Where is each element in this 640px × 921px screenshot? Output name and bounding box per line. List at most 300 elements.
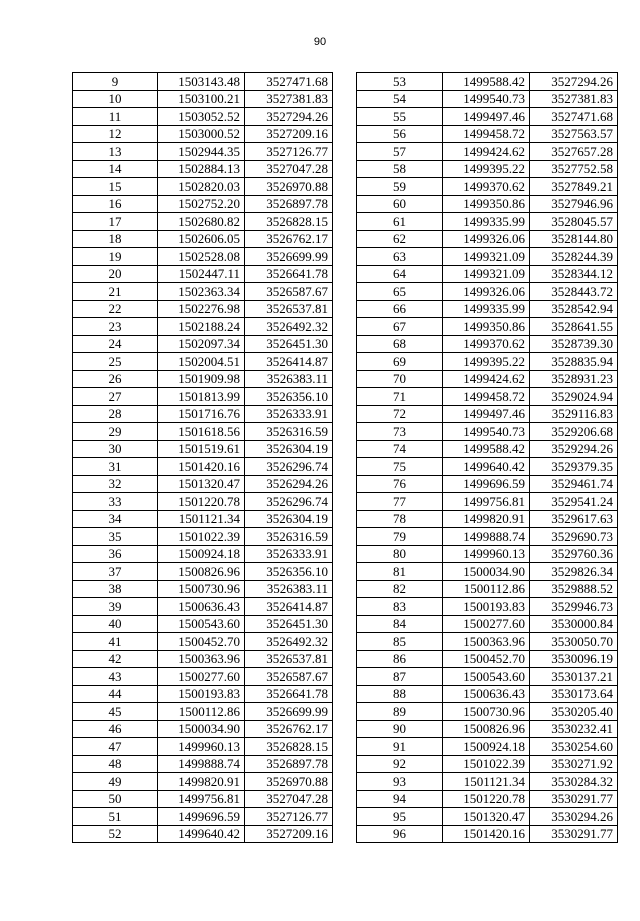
x-coordinate-cell: 1502820.03 (158, 178, 245, 196)
table-row (73, 195, 333, 213)
x-coordinate-cell: 1499756.81 (158, 790, 245, 808)
table-row (73, 755, 333, 773)
x-coordinate-cell: 1500636.43 (158, 598, 245, 616)
table-row (357, 703, 618, 721)
x-coordinate-cell: 1500193.83 (443, 598, 530, 616)
table-row (73, 423, 333, 441)
point-number-cell: 89 (357, 703, 443, 721)
x-coordinate-cell: 1499335.99 (443, 300, 530, 318)
y-coordinate-cell: 3526333.91 (245, 405, 333, 423)
x-coordinate-cell: 1501121.34 (158, 510, 245, 528)
x-coordinate-cell: 1500826.96 (443, 720, 530, 738)
y-coordinate-cell: 3526762.17 (245, 720, 333, 738)
point-number-cell: 72 (357, 405, 443, 423)
point-number-cell: 46 (73, 720, 158, 738)
point-number-cell: 52 (73, 825, 158, 843)
x-coordinate-cell: 1499540.73 (443, 423, 530, 441)
point-number-cell: 73 (357, 423, 443, 441)
x-coordinate-cell: 1499424.62 (443, 143, 530, 161)
point-number-cell: 34 (73, 510, 158, 528)
x-coordinate-cell: 1499640.42 (158, 825, 245, 843)
table-row (73, 160, 333, 178)
x-coordinate-cell: 1502363.34 (158, 283, 245, 301)
point-number-cell: 90 (357, 720, 443, 738)
x-coordinate-cell: 1499888.74 (443, 528, 530, 546)
point-number-cell: 64 (357, 265, 443, 283)
table-row (357, 598, 618, 616)
y-coordinate-cell: 3527471.68 (530, 108, 618, 126)
table-row (357, 143, 618, 161)
x-coordinate-cell: 1501519.61 (158, 440, 245, 458)
y-coordinate-cell: 3530294.26 (530, 808, 618, 826)
table-row (73, 790, 333, 808)
point-number-cell: 47 (73, 738, 158, 756)
x-coordinate-cell: 1499326.06 (443, 230, 530, 248)
point-number-cell: 75 (357, 458, 443, 476)
table-row (357, 773, 618, 791)
point-number-cell: 69 (357, 353, 443, 371)
point-number-cell: 59 (357, 178, 443, 196)
x-coordinate-cell: 1499756.81 (443, 493, 530, 511)
x-coordinate-cell: 1499588.42 (443, 73, 530, 91)
point-number-cell: 38 (73, 580, 158, 598)
y-coordinate-cell: 3530291.77 (530, 790, 618, 808)
table-row (73, 703, 333, 721)
y-coordinate-cell: 3526587.67 (245, 283, 333, 301)
y-coordinate-cell: 3526294.26 (245, 475, 333, 493)
table-row (357, 178, 618, 196)
point-number-cell: 65 (357, 283, 443, 301)
x-coordinate-cell: 1499640.42 (443, 458, 530, 476)
y-coordinate-cell: 3526316.59 (245, 528, 333, 546)
point-number-cell: 42 (73, 650, 158, 668)
point-number-cell: 45 (73, 703, 158, 721)
y-coordinate-cell: 3527294.26 (530, 73, 618, 91)
table-row (357, 423, 618, 441)
x-coordinate-cell: 1500277.60 (443, 615, 530, 633)
x-coordinate-cell: 1499395.22 (443, 353, 530, 371)
point-number-cell: 91 (357, 738, 443, 756)
y-coordinate-cell: 3530232.41 (530, 720, 618, 738)
y-coordinate-cell: 3527752.58 (530, 160, 618, 178)
y-coordinate-cell: 3526699.99 (245, 703, 333, 721)
point-number-cell: 83 (357, 598, 443, 616)
x-coordinate-cell: 1501716.76 (158, 405, 245, 423)
x-coordinate-cell: 1501022.39 (158, 528, 245, 546)
x-coordinate-cell: 1502004.51 (158, 353, 245, 371)
x-coordinate-cell: 1500452.70 (158, 633, 245, 651)
x-coordinate-cell: 1500034.90 (443, 563, 530, 581)
table-row (73, 738, 333, 756)
table-body-right (357, 73, 618, 843)
table-row (357, 650, 618, 668)
table-row (357, 808, 618, 826)
y-coordinate-cell: 3529206.68 (530, 423, 618, 441)
table-row (357, 790, 618, 808)
table-row (357, 160, 618, 178)
x-coordinate-cell: 1499350.86 (443, 195, 530, 213)
y-coordinate-cell: 3527381.83 (530, 90, 618, 108)
y-coordinate-cell: 3526414.87 (245, 353, 333, 371)
y-coordinate-cell: 3529888.52 (530, 580, 618, 598)
y-coordinate-cell: 3526304.19 (245, 440, 333, 458)
y-coordinate-cell: 3526492.32 (245, 318, 333, 336)
point-number-cell: 27 (73, 388, 158, 406)
x-coordinate-cell: 1503143.48 (158, 73, 245, 91)
x-coordinate-cell: 1502606.05 (158, 230, 245, 248)
x-coordinate-cell: 1499321.09 (443, 248, 530, 266)
x-coordinate-cell: 1502276.98 (158, 300, 245, 318)
x-coordinate-cell: 1501121.34 (443, 773, 530, 791)
point-number-cell: 23 (73, 318, 158, 336)
table-row (357, 283, 618, 301)
x-coordinate-cell: 1499696.59 (158, 808, 245, 826)
point-number-cell: 22 (73, 300, 158, 318)
point-number-cell: 39 (73, 598, 158, 616)
x-coordinate-cell: 1500730.96 (443, 703, 530, 721)
y-coordinate-cell: 3526296.74 (245, 458, 333, 476)
point-number-cell: 95 (357, 808, 443, 826)
point-number-cell: 19 (73, 248, 158, 266)
table-row (73, 808, 333, 826)
table-row (357, 510, 618, 528)
y-coordinate-cell: 3527471.68 (245, 73, 333, 91)
point-number-cell: 48 (73, 755, 158, 773)
point-number-cell: 51 (73, 808, 158, 826)
point-number-cell: 68 (357, 335, 443, 353)
point-number-cell: 15 (73, 178, 158, 196)
point-number-cell: 67 (357, 318, 443, 336)
x-coordinate-cell: 1499335.99 (443, 213, 530, 231)
y-coordinate-cell: 3527209.16 (245, 125, 333, 143)
table-row (73, 475, 333, 493)
x-coordinate-cell: 1499350.86 (443, 318, 530, 336)
table-row (357, 633, 618, 651)
x-coordinate-cell: 1500730.96 (158, 580, 245, 598)
point-number-cell: 21 (73, 283, 158, 301)
table-row (357, 545, 618, 563)
y-coordinate-cell: 3526304.19 (245, 510, 333, 528)
y-coordinate-cell: 3529617.63 (530, 510, 618, 528)
point-number-cell: 33 (73, 493, 158, 511)
table-row (357, 248, 618, 266)
point-number-cell: 81 (357, 563, 443, 581)
x-coordinate-cell: 1499540.73 (443, 90, 530, 108)
point-number-cell: 10 (73, 90, 158, 108)
y-coordinate-cell: 3527381.83 (245, 90, 333, 108)
point-number-cell: 20 (73, 265, 158, 283)
point-number-cell: 28 (73, 405, 158, 423)
y-coordinate-cell: 3530050.70 (530, 633, 618, 651)
x-coordinate-cell: 1503000.52 (158, 125, 245, 143)
y-coordinate-cell: 3527126.77 (245, 143, 333, 161)
table-row (73, 213, 333, 231)
point-number-cell: 16 (73, 195, 158, 213)
table-row (73, 458, 333, 476)
point-number-cell: 25 (73, 353, 158, 371)
y-coordinate-cell: 3528641.55 (530, 318, 618, 336)
y-coordinate-cell: 3527209.16 (245, 825, 333, 843)
table-row (73, 668, 333, 686)
point-number-cell: 41 (73, 633, 158, 651)
table-row (357, 353, 618, 371)
point-number-cell: 86 (357, 650, 443, 668)
y-coordinate-cell: 3526537.81 (245, 300, 333, 318)
point-number-cell: 84 (357, 615, 443, 633)
point-number-cell: 70 (357, 370, 443, 388)
y-coordinate-cell: 3528443.72 (530, 283, 618, 301)
x-coordinate-cell: 1500924.18 (443, 738, 530, 756)
y-coordinate-cell: 3527047.28 (245, 160, 333, 178)
y-coordinate-cell: 3526414.87 (245, 598, 333, 616)
table-row (357, 720, 618, 738)
table-row (73, 650, 333, 668)
y-coordinate-cell: 3530291.77 (530, 825, 618, 843)
table-row (357, 265, 618, 283)
x-coordinate-cell: 1500924.18 (158, 545, 245, 563)
y-coordinate-cell: 3529294.26 (530, 440, 618, 458)
y-coordinate-cell: 3526641.78 (245, 685, 333, 703)
y-coordinate-cell: 3526970.88 (245, 773, 333, 791)
x-coordinate-cell: 1499696.59 (443, 475, 530, 493)
point-number-cell: 40 (73, 615, 158, 633)
table-row (73, 370, 333, 388)
x-coordinate-cell: 1500826.96 (158, 563, 245, 581)
point-number-cell: 58 (357, 160, 443, 178)
y-coordinate-cell: 3526333.91 (245, 545, 333, 563)
x-coordinate-cell: 1501618.56 (158, 423, 245, 441)
x-coordinate-cell: 1500193.83 (158, 685, 245, 703)
point-number-cell: 88 (357, 685, 443, 703)
point-number-cell: 44 (73, 685, 158, 703)
point-number-cell: 96 (357, 825, 443, 843)
y-coordinate-cell: 3527657.28 (530, 143, 618, 161)
table-row (357, 300, 618, 318)
table-row (73, 300, 333, 318)
table-row (357, 195, 618, 213)
table-row (73, 528, 333, 546)
table-row (357, 318, 618, 336)
y-coordinate-cell: 3527563.57 (530, 125, 618, 143)
x-coordinate-cell: 1499497.46 (443, 405, 530, 423)
table-row (357, 493, 618, 511)
point-number-cell: 29 (73, 423, 158, 441)
x-coordinate-cell: 1500363.96 (158, 650, 245, 668)
point-number-cell: 77 (357, 493, 443, 511)
point-number-cell: 17 (73, 213, 158, 231)
y-coordinate-cell: 3526897.78 (245, 195, 333, 213)
x-coordinate-cell: 1500543.60 (443, 668, 530, 686)
y-coordinate-cell: 3526699.99 (245, 248, 333, 266)
point-number-cell: 14 (73, 160, 158, 178)
x-coordinate-cell: 1502528.08 (158, 248, 245, 266)
table-row (357, 563, 618, 581)
x-coordinate-cell: 1502752.20 (158, 195, 245, 213)
y-coordinate-cell: 3529461.74 (530, 475, 618, 493)
x-coordinate-cell: 1501909.98 (158, 370, 245, 388)
table-row (357, 475, 618, 493)
y-coordinate-cell: 3529946.73 (530, 598, 618, 616)
point-number-cell: 66 (357, 300, 443, 318)
y-coordinate-cell: 3530271.92 (530, 755, 618, 773)
point-number-cell: 36 (73, 545, 158, 563)
table-row (357, 440, 618, 458)
point-number-cell: 79 (357, 528, 443, 546)
point-number-cell: 13 (73, 143, 158, 161)
table-row (73, 720, 333, 738)
point-number-cell: 82 (357, 580, 443, 598)
point-number-cell: 37 (73, 563, 158, 581)
y-coordinate-cell: 3526828.15 (245, 738, 333, 756)
x-coordinate-cell: 1499370.62 (443, 178, 530, 196)
table-row (73, 685, 333, 703)
point-number-cell: 35 (73, 528, 158, 546)
point-number-cell: 49 (73, 773, 158, 791)
table-row (73, 283, 333, 301)
x-coordinate-cell: 1499458.72 (443, 125, 530, 143)
point-number-cell: 63 (357, 248, 443, 266)
y-coordinate-cell: 3529541.24 (530, 493, 618, 511)
x-coordinate-cell: 1499424.62 (443, 370, 530, 388)
point-number-cell: 43 (73, 668, 158, 686)
point-number-cell: 85 (357, 633, 443, 651)
table-row (73, 633, 333, 651)
point-number-cell: 60 (357, 195, 443, 213)
table-row (73, 73, 333, 91)
x-coordinate-cell: 1500112.86 (158, 703, 245, 721)
table-row (357, 230, 618, 248)
y-coordinate-cell: 3528931.23 (530, 370, 618, 388)
point-number-cell: 50 (73, 790, 158, 808)
x-coordinate-cell: 1501420.16 (443, 825, 530, 843)
x-coordinate-cell: 1499497.46 (443, 108, 530, 126)
table-row (73, 615, 333, 633)
x-coordinate-cell: 1501220.78 (443, 790, 530, 808)
table-row (73, 563, 333, 581)
table-row (357, 738, 618, 756)
y-coordinate-cell: 3526537.81 (245, 650, 333, 668)
x-coordinate-cell: 1501220.78 (158, 493, 245, 511)
table-row (357, 370, 618, 388)
y-coordinate-cell: 3529690.73 (530, 528, 618, 546)
table-row (73, 335, 333, 353)
x-coordinate-cell: 1499370.62 (443, 335, 530, 353)
y-coordinate-cell: 3527126.77 (245, 808, 333, 826)
x-coordinate-cell: 1501420.16 (158, 458, 245, 476)
y-coordinate-cell: 3529760.36 (530, 545, 618, 563)
x-coordinate-cell: 1499395.22 (443, 160, 530, 178)
coordinates-table-right (356, 72, 618, 843)
y-coordinate-cell: 3526356.10 (245, 388, 333, 406)
page-number: 90 (313, 36, 327, 48)
table-row (357, 825, 618, 843)
y-coordinate-cell: 3528144.80 (530, 230, 618, 248)
y-coordinate-cell: 3527294.26 (245, 108, 333, 126)
point-number-cell: 9 (73, 73, 158, 91)
y-coordinate-cell: 3529826.34 (530, 563, 618, 581)
y-coordinate-cell: 3526762.17 (245, 230, 333, 248)
x-coordinate-cell: 1502188.24 (158, 318, 245, 336)
y-coordinate-cell: 3528344.12 (530, 265, 618, 283)
y-coordinate-cell: 3528045.57 (530, 213, 618, 231)
point-number-cell: 55 (357, 108, 443, 126)
y-coordinate-cell: 3530000.84 (530, 615, 618, 633)
point-number-cell: 11 (73, 108, 158, 126)
point-number-cell: 24 (73, 335, 158, 353)
table-body-left (73, 73, 333, 843)
point-number-cell: 76 (357, 475, 443, 493)
x-coordinate-cell: 1502447.11 (158, 265, 245, 283)
point-number-cell: 87 (357, 668, 443, 686)
x-coordinate-cell: 1503052.52 (158, 108, 245, 126)
y-coordinate-cell: 3528244.39 (530, 248, 618, 266)
x-coordinate-cell: 1500363.96 (443, 633, 530, 651)
table-row (357, 580, 618, 598)
y-coordinate-cell: 3526451.30 (245, 335, 333, 353)
point-number-cell: 12 (73, 125, 158, 143)
point-number-cell: 93 (357, 773, 443, 791)
table-row (357, 388, 618, 406)
x-coordinate-cell: 1499326.06 (443, 283, 530, 301)
table-row (73, 545, 333, 563)
table-row (357, 528, 618, 546)
point-number-cell: 18 (73, 230, 158, 248)
y-coordinate-cell: 3530137.21 (530, 668, 618, 686)
y-coordinate-cell: 3529024.94 (530, 388, 618, 406)
table-row (357, 755, 618, 773)
table-row (73, 143, 333, 161)
point-number-cell: 92 (357, 755, 443, 773)
x-coordinate-cell: 1500543.60 (158, 615, 245, 633)
point-number-cell: 71 (357, 388, 443, 406)
x-coordinate-cell: 1500277.60 (158, 668, 245, 686)
table-row (73, 178, 333, 196)
y-coordinate-cell: 3526316.59 (245, 423, 333, 441)
x-coordinate-cell: 1503100.21 (158, 90, 245, 108)
y-coordinate-cell: 3526828.15 (245, 213, 333, 231)
point-number-cell: 31 (73, 458, 158, 476)
x-coordinate-cell: 1502944.35 (158, 143, 245, 161)
table-row (73, 773, 333, 791)
table-row (73, 493, 333, 511)
table-row (73, 108, 333, 126)
y-coordinate-cell: 3530173.64 (530, 685, 618, 703)
table-row (73, 580, 333, 598)
point-number-cell: 57 (357, 143, 443, 161)
x-coordinate-cell: 1499888.74 (158, 755, 245, 773)
x-coordinate-cell: 1499820.91 (443, 510, 530, 528)
y-coordinate-cell: 3529379.35 (530, 458, 618, 476)
point-number-cell: 61 (357, 213, 443, 231)
table-row (73, 90, 333, 108)
table-row (357, 213, 618, 231)
y-coordinate-cell: 3526383.11 (245, 580, 333, 598)
y-coordinate-cell: 3526587.67 (245, 668, 333, 686)
point-number-cell: 32 (73, 475, 158, 493)
y-coordinate-cell: 3527946.96 (530, 195, 618, 213)
y-coordinate-cell: 3527849.21 (530, 178, 618, 196)
coordinates-table-left (72, 72, 333, 843)
x-coordinate-cell: 1502884.13 (158, 160, 245, 178)
table-row (357, 668, 618, 686)
table-row (73, 353, 333, 371)
y-coordinate-cell: 3530284.32 (530, 773, 618, 791)
y-coordinate-cell: 3526451.30 (245, 615, 333, 633)
table-row (73, 405, 333, 423)
point-number-cell: 26 (73, 370, 158, 388)
x-coordinate-cell: 1500452.70 (443, 650, 530, 668)
point-number-cell: 62 (357, 230, 443, 248)
